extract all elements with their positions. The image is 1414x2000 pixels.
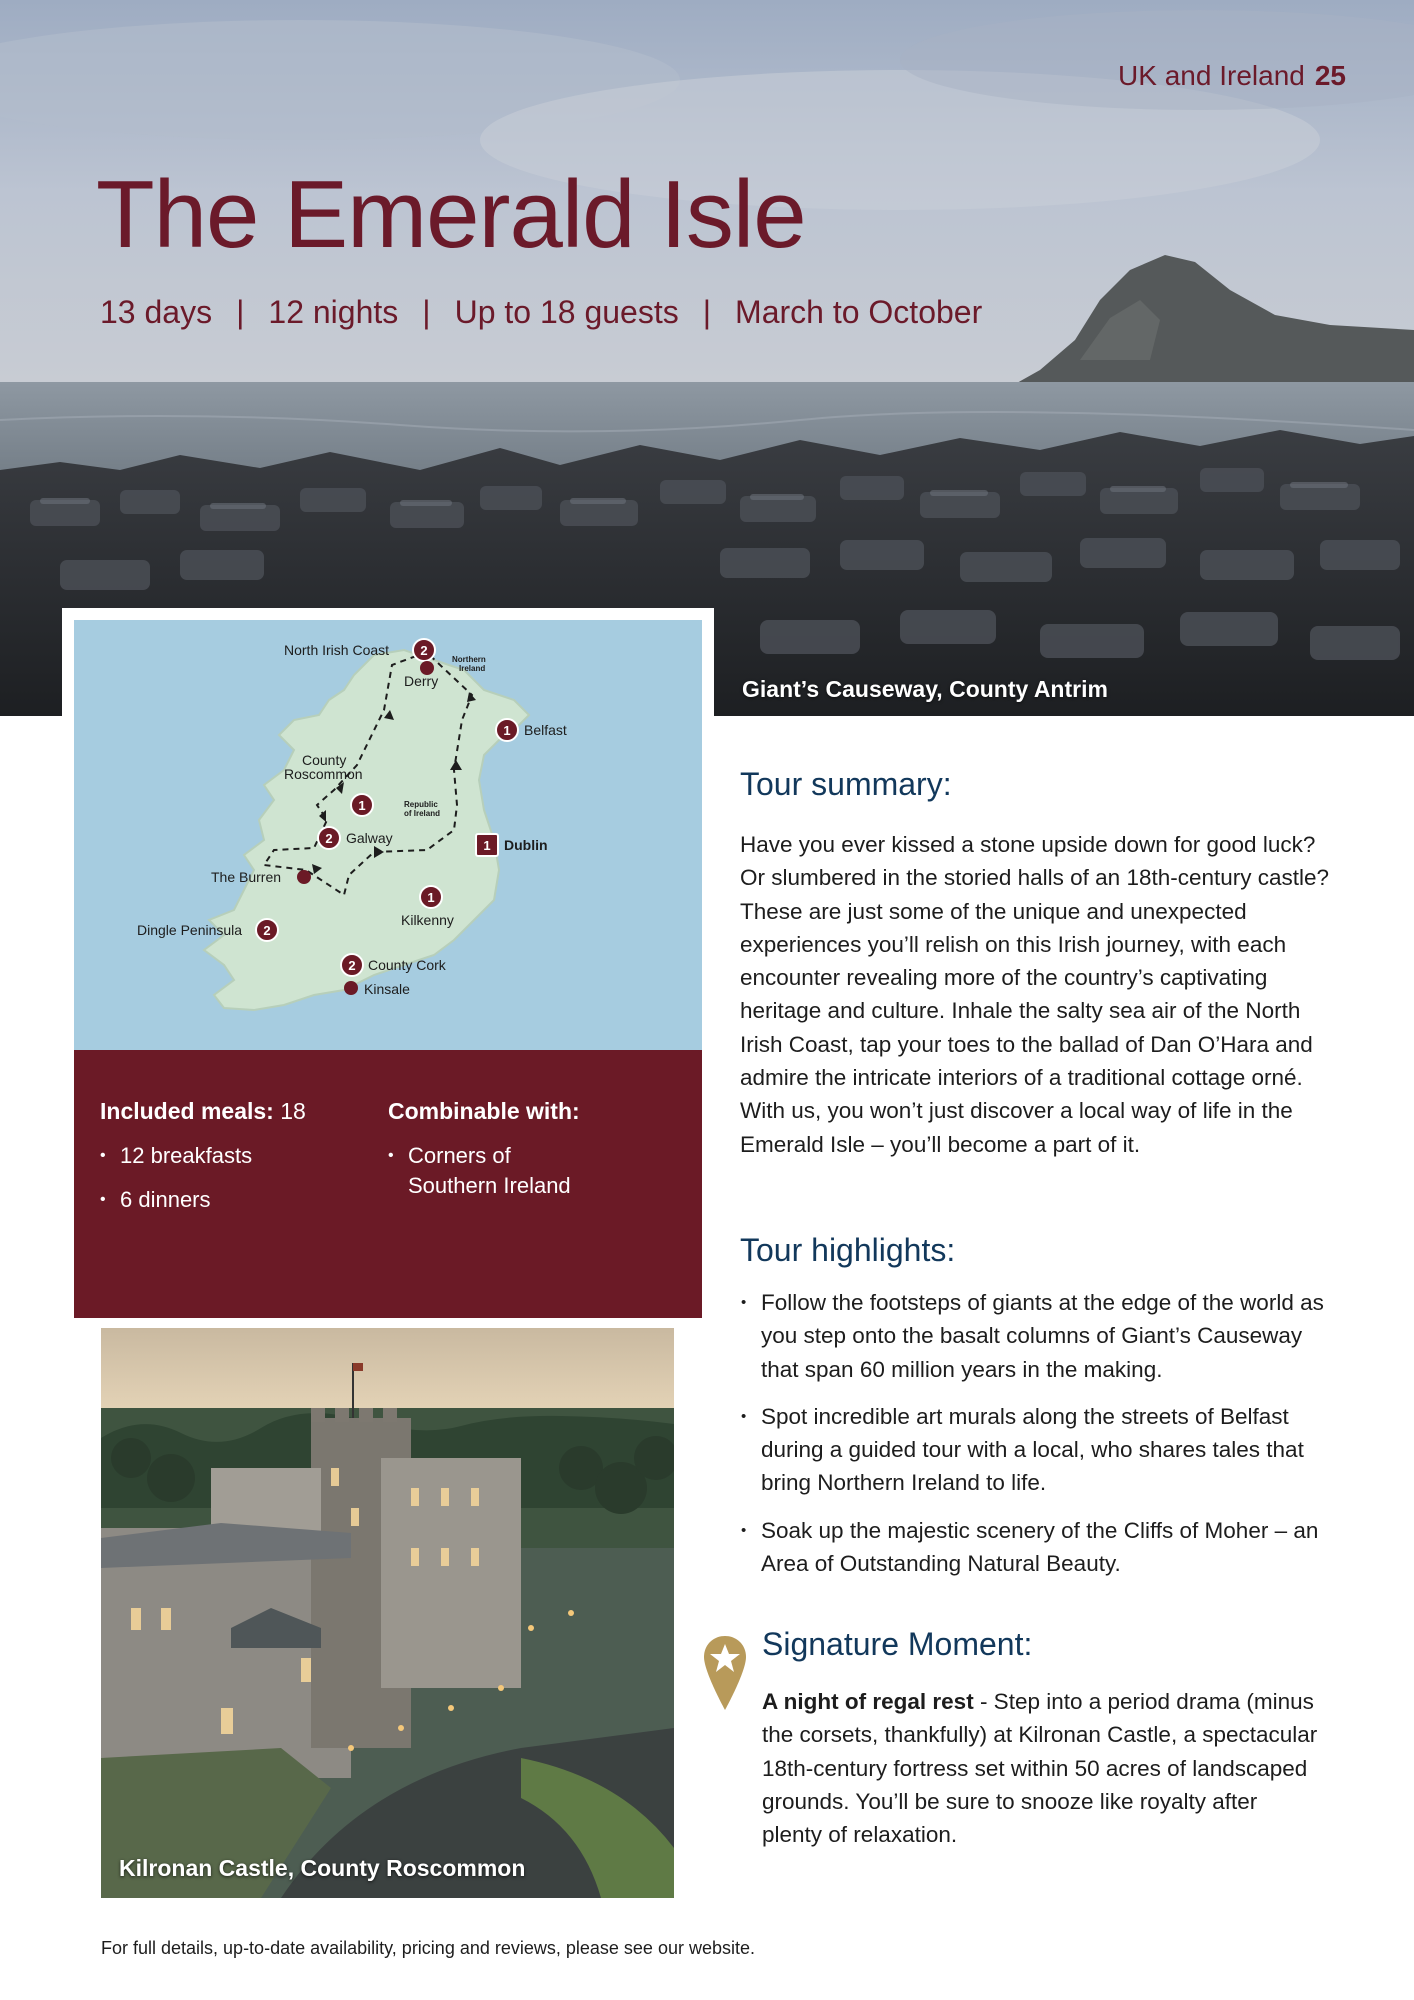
- label-northern-ireland-2: Ireland: [459, 664, 486, 673]
- combinable-tour: • Corners of Southern Ireland: [388, 1141, 676, 1201]
- castle-caption: Kilronan Castle, County Roscommon: [119, 1855, 526, 1881]
- page-reference: [1118, 60, 1346, 92]
- nights-badge: [318, 827, 340, 849]
- label-kinsale: Kinsale: [364, 981, 410, 997]
- label-kilkenny: Kilkenny: [401, 912, 454, 928]
- meal-item: • 12 breakfasts: [100, 1141, 388, 1171]
- tour-summary-heading: Tour summary:: [740, 766, 952, 802]
- nights-badge: [496, 719, 518, 741]
- svg-text:2: 2: [420, 643, 428, 658]
- label-dublin: Dublin: [504, 837, 548, 853]
- label-north-irish-coast: North Irish Coast: [284, 642, 390, 658]
- highlight-item: • Spot incredible art murals along the streets of Belfast during a guided tour with a local, who shares tales that bring Northern Ireland to life.: [740, 1400, 1330, 1500]
- nights-badge: [351, 794, 373, 816]
- svg-text:2: 2: [325, 831, 333, 846]
- svg-text:2: 2: [263, 923, 271, 938]
- svg-text:1: 1: [358, 798, 366, 813]
- nights-badge: [476, 834, 498, 856]
- kilronan-castle-photo: [101, 1328, 674, 1898]
- stop-dot: [344, 981, 358, 995]
- fact-duration-days: 13 days: [100, 294, 213, 330]
- label-county-cork: County Cork: [368, 957, 446, 973]
- castle-illustration: [101, 1328, 674, 1898]
- svg-text:1: 1: [503, 723, 511, 738]
- highlight-item: • Soak up the majestic scenery of the Cliffs of Moher – an Area of Outstanding Natural Beauty.: [740, 1514, 1330, 1581]
- meal-item: • 6 dinners: [100, 1185, 388, 1215]
- svg-text:2: 2: [348, 958, 356, 973]
- label-the-burren: The Burren: [211, 869, 282, 885]
- meals-count: 18: [280, 1098, 306, 1124]
- section-name: UK and Ireland: [1118, 60, 1305, 91]
- label-derry: Derry: [404, 673, 439, 689]
- route-map: [74, 620, 702, 1050]
- svg-text:1: 1: [483, 838, 491, 853]
- signature-body: - Step into a period drama (minus the corsets, thankfully) at Kilronan Castle, a spectacular 18th-century fortress set within 50 acres of landscaped grounds. You’ll be sure to snooze like royalty after plenty of relaxation.: [762, 1689, 1318, 1848]
- itinerary-card: [62, 608, 714, 1312]
- signature-moment-heading: Signature Moment:: [762, 1626, 1033, 1662]
- label-republic-2: of Ireland: [404, 809, 441, 818]
- page-title: The Emerald Isle: [96, 161, 806, 268]
- label-republic-1: Republic: [404, 800, 438, 809]
- tour-highlights-heading: Tour highlights:: [740, 1232, 956, 1268]
- fact-group-size: Up to 18 guests: [454, 294, 679, 330]
- nights-badge: [420, 886, 442, 908]
- fact-separator: |: [422, 294, 431, 330]
- footer-note: For full details, up-to-date availability, pricing and reviews, please see our website.: [101, 1938, 755, 1958]
- meals-label: Included meals:: [100, 1098, 274, 1124]
- fact-separator: |: [702, 294, 712, 330]
- tour-info-panel: [74, 1050, 702, 1318]
- stop-dot: [297, 870, 311, 884]
- signature-lead: A night of regal rest: [762, 1689, 974, 1714]
- combinable-with: [388, 1098, 676, 1318]
- page-number: 25: [1314, 60, 1346, 91]
- included-meals: [100, 1098, 388, 1318]
- label-county-roscommon-2: Roscommon: [284, 766, 363, 782]
- hero-caption: Giant’s Causeway, County Antrim: [742, 676, 1108, 702]
- label-county-roscommon-1: County: [302, 752, 347, 768]
- svg-text:1: 1: [427, 890, 435, 905]
- fact-separator: |: [236, 294, 245, 330]
- label-dingle-peninsula: Dingle Peninsula: [137, 922, 243, 938]
- fact-season: March to October: [735, 294, 983, 330]
- tour-summary-text: Have you ever kissed a stone upside down for good luck? Or slumbered in the storied halls of an 18th-century castle? These are just some of the unique and unexpected experiences you’ll relish on this Irish journey, with each encounter revealing more of the country’s captivating heritage and culture. Inhale the salty sea air of the North Irish Coast, tap your toes to the ballad of Dan O’Hara and admire the intricate interiors of a traditional cottage orné. With us, you won’t just discover a local way of life in the Emerald Isle – you’ll become a part of it.: [740, 832, 1330, 1157]
- label-belfast: Belfast: [524, 722, 567, 738]
- tour-facts: [100, 294, 982, 331]
- highlight-item: • Follow the footsteps of giants at the edge of the world as you step onto the basalt columns of Giant’s Causeway that span 60 million years in the making.: [740, 1286, 1330, 1386]
- nights-badge: [256, 919, 278, 941]
- nights-badge: [341, 954, 363, 976]
- ireland-map: [74, 620, 702, 1050]
- label-northern-ireland-1: Northern: [452, 655, 486, 664]
- signature-moment-text: [762, 1685, 1322, 1851]
- nights-badge: [413, 639, 435, 661]
- star-pin-icon: [702, 1634, 748, 1712]
- highlights-list: [740, 1286, 1330, 1594]
- label-galway: Galway: [346, 830, 393, 846]
- combinable-label: Combinable with:: [388, 1098, 580, 1124]
- fact-nights: 12 nights: [268, 294, 399, 330]
